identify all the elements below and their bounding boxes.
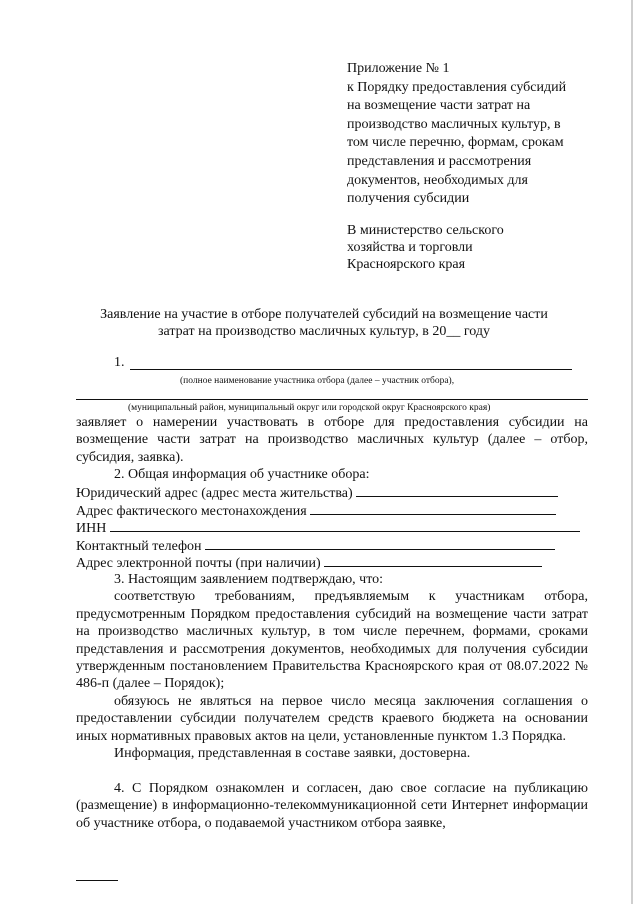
field-blank xyxy=(324,553,542,567)
section-3-para-3: Информация, представленная в составе заявки, достоверна. xyxy=(114,746,471,762)
recipient-line: Красноярского края xyxy=(347,257,466,272)
section-4-text: 4. С Порядком ознакомлен и согласен, даю свое согласие на публикацию (размещение) в информационно-телекоммуникационной сети Интернет информации об участнике отбора, о подаваемой участником отбора заявке, xyxy=(76,781,588,831)
annex-line: представления и рассмотрения xyxy=(347,153,532,169)
field-label: Юридический адрес (адрес места жительства) xyxy=(76,486,353,502)
field-label: Адрес фактического местонахождения xyxy=(76,503,307,519)
field-blank xyxy=(310,501,556,515)
title-line-1: Заявление на участие в отборе получателей субсидий на возмещение части xyxy=(100,307,548,322)
field-actual-address xyxy=(76,501,588,518)
section-3 xyxy=(76,571,588,762)
district-caption: (муниципальный район, муниципальный округ или городской округ Красноярского края) xyxy=(128,403,491,413)
section-3-para-1: соответствую требованиям, предъявляемым к участникам отбора, предусмотренным Порядком предоставления субсидий на возмещение части затрат на производство масличных культур, в том числе перечнем, формами, сроками представления и рассмотрения документов, необходимых для получения субсидии утвержденным постановлением Правительства Красноярского края от 08.07.2022 № 486-п (далее – Порядок); xyxy=(76,589,588,692)
section-1-number: 1. xyxy=(114,355,125,370)
annex-line: Приложение № 1 xyxy=(347,61,450,76)
recipient-line: хозяйства и торговли xyxy=(347,240,473,255)
annex-header xyxy=(347,60,607,209)
field-label: Контактный телефон xyxy=(76,538,202,554)
recipient-block xyxy=(347,222,607,273)
field-blank xyxy=(356,483,558,497)
section-3-heading: 3. Настоящим заявлением подтверждаю, что: xyxy=(114,572,384,587)
participant-name-caption: (полное наименование участника отбора (далее – участник отбора), xyxy=(180,376,455,386)
field-label: ИНН xyxy=(76,521,107,537)
field-blank xyxy=(110,518,580,532)
annex-line: на возмещение части затрат на xyxy=(347,98,531,114)
section-2-heading: 2. Общая информация об участнике обора: xyxy=(114,467,370,482)
annex-line: том числе перечню, формам, срокам xyxy=(347,135,564,151)
field-label: Адрес электронной почты (при наличии) xyxy=(76,555,321,571)
annex-line: к Порядку предоставления субсидий xyxy=(347,79,567,95)
section-3-para-2: обязуюсь не являться на первое число месяца заключения соглашения о предоставлении субсидии получателем средств краевого бюджета на основании иных нормативных правовых актов на цели, установленные пунктом 1.3 Порядка. xyxy=(76,693,588,744)
section-1-text: заявляет о намерении участвовать в отборе для предоставления субсидии на возмещение части затрат на производство масличных культур (далее – отбор, субсидия, заявка). xyxy=(76,415,588,465)
field-inn xyxy=(76,518,588,535)
participant-name-line xyxy=(130,369,572,370)
title-line-2: затрат на производство масличных культур, в 20__ году xyxy=(157,324,491,339)
annex-line: производство масличных культур, в xyxy=(347,116,561,132)
field-legal-address xyxy=(76,483,588,500)
section-2 xyxy=(76,466,588,570)
annex-line: документов, необходимых для xyxy=(347,172,528,188)
field-blank xyxy=(205,536,555,550)
footnote-divider xyxy=(76,880,118,881)
district-line xyxy=(76,399,588,400)
annex-line: получения субсидии xyxy=(347,191,470,207)
recipient-line: В министерство сельского xyxy=(347,223,504,238)
field-email xyxy=(76,553,588,570)
field-phone xyxy=(76,536,588,553)
document-title xyxy=(60,306,588,340)
